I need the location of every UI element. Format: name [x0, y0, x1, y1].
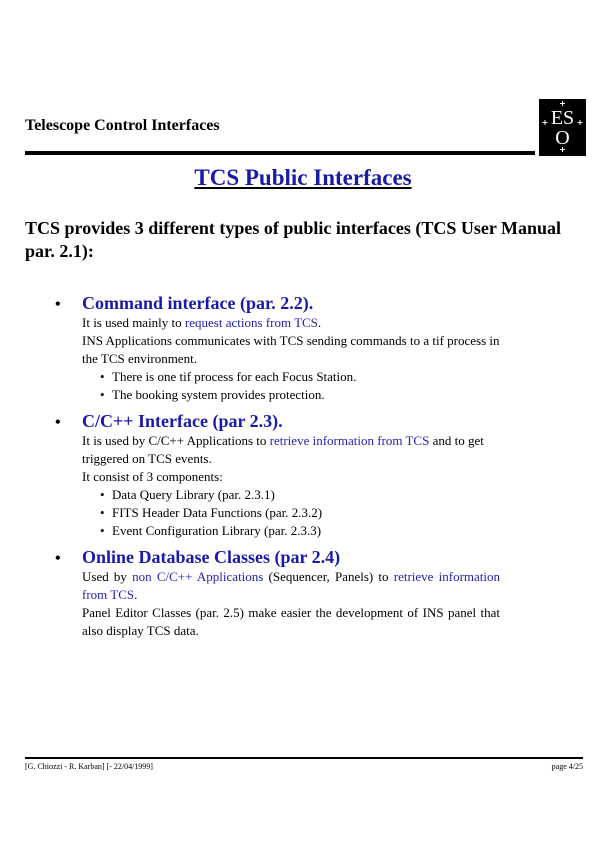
bullet: •	[100, 505, 105, 520]
list-item	[100, 504, 500, 522]
highlight-link: non C/C++ Applications	[132, 569, 264, 584]
section-line	[82, 314, 500, 332]
section-paragraph: INS Applications communicates with TCS sending commands to a tif process in the TCS environment.	[82, 333, 500, 366]
eso-logo	[539, 99, 586, 156]
section-paragraph: It consist of 3 components:	[82, 469, 223, 484]
svg-text:O: O	[555, 127, 570, 149]
list-item-text: Event Configuration Library (par. 2.3.3)	[112, 523, 322, 538]
section-heading: Command interface (par. 2.2).	[82, 293, 314, 313]
bullet: •	[55, 414, 61, 431]
text: Used by	[82, 569, 133, 584]
section-heading: C/C++ Interface (par 2.3).	[82, 411, 283, 431]
section-line	[82, 432, 500, 468]
list-item	[100, 386, 500, 404]
sub-list	[82, 368, 500, 404]
list-item	[100, 368, 500, 386]
section-heading: Online Database Classes (par 2.4)	[82, 547, 341, 567]
text: and to get triggered on TCS events.	[82, 433, 484, 466]
header-rule	[25, 151, 535, 155]
header-title: Telescope Control Interfaces	[25, 117, 220, 134]
text: .	[317, 315, 322, 330]
text: .	[134, 587, 138, 602]
section-paragraph: Panel Editor Classes (par. 2.5) make easier the development of INS panel that also display TCS data.	[82, 605, 500, 638]
text: (Sequencer, Panels) to	[263, 569, 394, 584]
svg-text:ES: ES	[550, 107, 575, 129]
highlight-link: retrieve information from TCS	[269, 433, 430, 448]
list-item-text: There is one tif process for each Focus Station.	[112, 369, 357, 384]
list-item	[100, 486, 500, 504]
section-line	[82, 568, 500, 604]
section-online-database-classes	[55, 547, 500, 640]
highlight-link: retrieve information from TCS	[82, 569, 500, 602]
bullet: •	[100, 523, 105, 538]
bullet: •	[100, 369, 105, 384]
list-item	[100, 522, 500, 540]
list-item-text: FITS Header Data Functions (par. 2.3.2)	[112, 505, 323, 520]
list-item-text: The booking system provides protection.	[112, 387, 325, 402]
page-title	[0, 165, 606, 191]
text: It is used by C/C++ Applications to	[82, 433, 270, 448]
section-cpp-interface	[55, 411, 500, 540]
highlight-link: request actions from TCS	[184, 315, 318, 330]
footer-rule	[25, 757, 583, 759]
footer-authors: [G. Chiozzi - R. Karban] [- 22/04/1999]	[25, 762, 153, 771]
sub-list	[82, 486, 500, 540]
text: It is used mainly to	[82, 315, 185, 330]
bullet: •	[55, 296, 61, 313]
page-number: page 4/25	[551, 762, 583, 771]
lead-paragraph: TCS provides 3 different types of public interfaces (TCS User Manual par. 2.1):	[25, 218, 562, 261]
bullet: •	[100, 487, 105, 502]
bullet: •	[55, 550, 61, 567]
list-item-text: Data Query Library (par. 2.3.1)	[112, 487, 275, 502]
bullet: •	[100, 387, 105, 402]
page-title-text: TCS Public Interfaces	[194, 165, 412, 190]
section-command-interface	[55, 293, 500, 404]
